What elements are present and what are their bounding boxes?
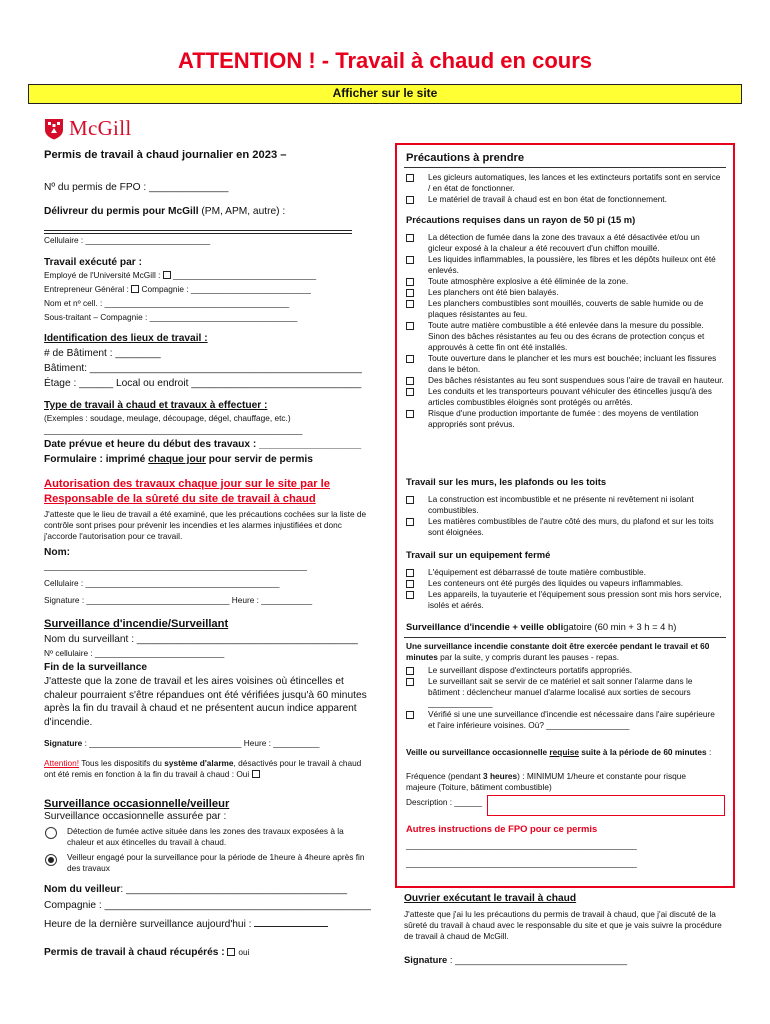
end-watch-title: Fin de la surveillance xyxy=(44,662,148,673)
end-watch-text: J'atteste que la zone de travail et les aires voisines où étincelles et chaleur pourraient s'être répandues ont été vérifiées jusqu'à 60 minutes après la fin du travail à chaud et ne présentent aucun indice apparent d'incendie. xyxy=(44,676,367,728)
radius-precaution-label: Les conduits et les transporteurs pouvant véhiculer des étincelles jusqu'à des articles combustibles éloignés sont protégés ou arrêtés. xyxy=(428,386,712,407)
frequency-text: Fréquence (pendant 3 heures) : MINIMUM 1/heure et constante pour risque majeure (Toiture, bâtiment combustible) xyxy=(406,771,686,792)
closed-equipment-list xyxy=(406,567,724,611)
deliverer-line-2 xyxy=(44,233,352,234)
authorization-cell-field[interactable]: Cellulaire : __________________________________________ xyxy=(44,578,280,588)
radius-precaution-item xyxy=(406,276,724,287)
radius-header: Précautions requises dans un rayon de 50 pi (15 m) xyxy=(406,214,636,225)
fpo-permit-number[interactable]: Nº du permis de FPO : ______________ xyxy=(44,182,229,193)
walls-precaution-label: Les matières combustibles de l'autre côté des murs, du plafond et sur les toits sont éloignées. xyxy=(428,516,714,537)
closed-equipment-precaution-item xyxy=(406,589,724,611)
fire-watch-precaution-checkbox[interactable] xyxy=(406,667,414,675)
work-type-examples: (Exemples : soudage, meulage, découpage, dégel, chauffage, etc.) xyxy=(44,413,291,423)
walls-list xyxy=(406,494,724,538)
precaution-item xyxy=(406,172,724,194)
radius-precaution-checkbox[interactable] xyxy=(406,289,414,297)
page-title: ATTENTION ! - Travail à chaud en cours xyxy=(177,48,592,73)
employee-row: Employé de l'Université McGill : _______________________________ xyxy=(44,270,317,280)
name-cell-field[interactable]: Nom et nº cell. : ________________________________________ xyxy=(44,298,290,308)
radius-precaution-checkbox[interactable] xyxy=(406,234,414,242)
precautions-rule xyxy=(404,167,726,168)
watcher-company-field[interactable]: Compagnie : _______________________________________________ xyxy=(44,900,371,911)
radius-precaution-label: Risque d'une production importante de fumée : des moyens de ventilation appropriés sont prévus. xyxy=(428,408,699,429)
fire-watch-rule xyxy=(404,637,726,638)
fire-watch-precaution-checkbox[interactable] xyxy=(406,711,414,719)
radius-precaution-checkbox[interactable] xyxy=(406,256,414,264)
precautions-list xyxy=(406,172,724,205)
fire-watch-precaution-item xyxy=(406,665,724,676)
radius-precaution-label: Des bâches résistantes au feu sont suspendues sous l'aire de travail en hauteur. xyxy=(428,375,724,385)
authorization-header-line1: Autorisation des travaux chaque jour sur le site par le xyxy=(44,478,330,490)
display-on-site-banner: Afficher sur le site xyxy=(28,84,742,104)
radius-precaution-checkbox[interactable] xyxy=(406,355,414,363)
fire-watch-header: Surveillance d'incendie/Surveillant xyxy=(44,618,229,630)
deliverer-label: Délivreur du permis pour McGill (PM, APM, autre) : xyxy=(44,206,286,217)
fire-watch-precaution-label: Le surveillant dispose d'extincteurs portatifs appropriés. xyxy=(428,665,633,675)
closed-equipment-precaution-label: Les appareils, la tuyauterie et l'équipement sous pression sont mis hors service, isolés et aérés. xyxy=(428,589,722,610)
radius-precaution-item xyxy=(406,298,724,320)
worker-attestation: J'atteste que j'ai lu les précautions du permis de travail à chaud, que j'ai discuté de la sûreté du travail à chaud avec le responsable du site et que je vais suivre la procédure de travail à chaud de McGill. xyxy=(404,909,722,941)
precaution-checkbox[interactable] xyxy=(406,196,414,204)
contractor-checkbox[interactable] xyxy=(131,285,139,293)
radius-precaution-label: Toute autre matière combustible a été enlevée dans la mesure du possible. Sinon des bâches résistantes au feu ou des écrans de protection conçus et approuvés à cette fin ont été installés. xyxy=(428,320,705,352)
occasional-option-1-label: Détection de fumée active située dans les zones des travaux exposées à la chaleur et aux étincelles du travail à chaud. xyxy=(67,826,344,847)
closed-equipment-precaution-checkbox[interactable] xyxy=(406,580,414,588)
alarm-restored-note: Attention! Tous les dispositifs du système d'alarme, désactivés pour le travail à chaud ont été remis en fonction à la fin du travail à chaud : Oui xyxy=(44,758,362,779)
walls-precaution-checkbox[interactable] xyxy=(406,518,414,526)
fire-watch-precaution-label: Le surveillant sait se servir de ce matériel et sait sonner l'alarme dans le bâtiment : déclencheur manuel d'alarme localisé aux sorties de secours ______________ xyxy=(428,676,693,708)
occasional-option-2-radio[interactable] xyxy=(45,854,57,866)
radius-precaution-item xyxy=(406,408,724,430)
other-instructions-line-1[interactable]: __________________________________________________ xyxy=(406,840,637,850)
radius-precaution-label: Les planchers ont été bien balayés. xyxy=(428,287,559,297)
radius-precaution-item xyxy=(406,232,724,254)
occasional-option-2-label: Veilleur engagé pour la surveillance pour la période de 1heure à 4heure après fin des travaux xyxy=(67,852,365,873)
fire-watch-precaution-checkbox[interactable] xyxy=(406,678,414,686)
contractor-row: Entrepreneur Général : Compagnie : __________________________ xyxy=(44,284,311,294)
precaution-checkbox[interactable] xyxy=(406,174,414,182)
floor-location-field[interactable]: Étage : ______ Local ou endroit ______________________________ xyxy=(44,378,362,389)
fire-watch-required-header: Surveillance d'incendie + veille obligatoire (60 min + 3 h = 4 h) xyxy=(406,621,677,632)
last-watch-time-field[interactable]: Heure de la dernière surveillance aujourd'hui : xyxy=(44,918,328,931)
walls-precaution-item xyxy=(406,494,724,516)
walls-precaution-checkbox[interactable] xyxy=(406,496,414,504)
radius-precaution-label: Toute atmosphère explosive a été éliminée de la zone. xyxy=(428,276,629,286)
fire-watch-name-field[interactable]: Nom du surveillant : _______________________________________ xyxy=(44,634,358,645)
radius-precaution-checkbox[interactable] xyxy=(406,322,414,330)
walls-precaution-label: La construction est incombustible et ne présente ni revêtement ni isolant combustibles. xyxy=(428,494,694,515)
radius-precaution-label: La détection de fumée dans la zone des travaux a été désactivée et/ou un gicleur exposé à la chaleur a été recouvert d'un chiffon mouillé. xyxy=(428,232,700,253)
permits-recovered-checkbox[interactable] xyxy=(227,948,235,956)
authorization-signature-field[interactable]: Signature : _______________________________ Heure : ___________ xyxy=(44,595,313,605)
other-instructions-header: Autres instructions de FPO pour ce permis xyxy=(406,823,598,834)
building-number-field[interactable]: # de Bâtiment : ________ xyxy=(44,348,161,359)
precaution-label: Les gicleurs automatiques, les lances et les extincteurs portatifs sont en service / en état de fonctionner. xyxy=(428,172,721,193)
closed-equipment-precaution-label: Les conteneurs ont été purgés des liquides ou vapeurs inflammables. xyxy=(428,578,684,588)
radius-precaution-label: Toute ouverture dans le plancher et les murs est bouchée; incluant les fissures dans le béton. xyxy=(428,353,717,374)
radius-precaution-item xyxy=(406,254,724,276)
closed-equipment-header: Travail sur un equipement fermé xyxy=(406,549,551,560)
authorization-name-label: Nom: xyxy=(44,547,71,558)
occasional-watch-sub: Surveillance occasionnelle assurée par : xyxy=(44,811,227,822)
permits-recovered-row: Permis de travail à chaud récupérés : oui xyxy=(44,947,250,958)
mcgill-logo: McGill xyxy=(44,116,131,141)
fire-watch-rule-text: Une surveillance incendie constante doit être exercée pendant le travail et 60 minutes par la suite, y compris durant les pauses - repas. xyxy=(406,641,710,662)
radius-precaution-item xyxy=(406,353,724,375)
closed-equipment-precaution-item xyxy=(406,578,724,589)
description-label: Description : ______ xyxy=(406,797,483,807)
precaution-label: Le matériel de travail à chaud est en bon état de fonctionnement. xyxy=(428,194,667,204)
location-header: Identification des lieux de travail : xyxy=(44,333,208,344)
fire-watch-cell-field[interactable]: Nº cellulaire : ____________________________ xyxy=(44,648,225,658)
radius-precaution-checkbox[interactable] xyxy=(406,410,414,418)
fire-watch-list xyxy=(406,665,724,731)
fire-watch-precaution-item xyxy=(406,709,724,731)
deliverer-line[interactable] xyxy=(44,230,352,231)
work-by-header: Travail exécuté par : xyxy=(44,257,142,268)
radius-precaution-checkbox[interactable] xyxy=(406,278,414,286)
worker-signature-field[interactable]: Signature : _________________________________ xyxy=(404,954,628,965)
radius-precaution-checkbox[interactable] xyxy=(406,300,414,308)
closed-equipment-precaution-checkbox[interactable] xyxy=(406,591,414,599)
work-type-line[interactable]: ________________________________________________________ xyxy=(44,425,303,435)
fire-watch-precaution-label: Vérifié si une une surveillance d'incendie est nécessaire dans l'aire supérieure et l'aire inférieure voisines. Où? __________________ xyxy=(428,709,715,730)
authorization-header-line2: Responsable de la sûreté du site de travail à chaud xyxy=(44,493,316,505)
mcgill-crest-icon xyxy=(44,118,64,140)
description-input[interactable] xyxy=(487,795,725,816)
precaution-item xyxy=(406,194,724,205)
subcontractor-row[interactable]: Sous-traitant – Compagnie : ________________________________ xyxy=(44,312,298,322)
walls-precaution-item xyxy=(406,516,724,538)
start-date-field[interactable]: Date prévue et heure du début des travaux : __________________ xyxy=(44,439,362,450)
authorization-name-line[interactable]: _________________________________________________________ xyxy=(44,561,308,571)
occasional-watch-rule: Veille ou surveillance occasionnelle requise suite à la période de 60 minutes : xyxy=(406,747,712,757)
fire-watch-precaution-item xyxy=(406,676,724,709)
radius-precaution-item xyxy=(406,386,724,408)
radius-precaution-item xyxy=(406,375,724,386)
permit-title: Permis de travail à chaud journalier en 2023 – xyxy=(44,149,287,161)
authorization-text: J'atteste que le lieu de travail a été examiné, que les précautions cochées sur la liste de contrôle sont prises pour prévenir les incendies et les alarmes injustifiées et donc j'accorde l'autorisation pour ce travail. xyxy=(44,509,367,541)
other-instructions-line-2[interactable]: __________________________________________________ xyxy=(406,858,637,868)
employee-checkbox[interactable] xyxy=(163,271,171,279)
radius-precaution-item xyxy=(406,287,724,298)
radius-precaution-checkbox[interactable] xyxy=(406,388,414,396)
precautions-header: Précautions à prendre xyxy=(406,152,525,164)
walls-header: Travail sur les murs, les plafonds ou les toits xyxy=(406,476,607,487)
radius-precaution-label: Les liquides inflammables, la poussière, les fibres et les dépôts huileux ont été enlevés. xyxy=(428,254,716,275)
alarm-restored-checkbox[interactable] xyxy=(252,770,260,778)
form-note: Formulaire : imprimé chaque jour pour servir de permis xyxy=(44,454,313,465)
occasional-watch-header: Surveillance occasionnelle/veilleur xyxy=(44,798,230,810)
building-field[interactable]: Bâtiment: ________________________________________________ xyxy=(44,363,362,374)
closed-equipment-precaution-label: L'équipement est débarrassé de toute matière combustible. xyxy=(428,567,646,577)
radius-precaution-item xyxy=(406,320,724,353)
cell-field-1[interactable]: Cellulaire : ___________________________ xyxy=(44,235,211,245)
closed-equipment-precaution-checkbox[interactable] xyxy=(406,569,414,577)
radius-precaution-label: Les planchers combustibles sont mouillés, couverts de sable humide ou de plaques résistantes au feu. xyxy=(428,298,704,319)
worker-header: Ouvrier exécutant le travail à chaud xyxy=(404,893,577,904)
watcher-name-field[interactable]: Nom du veilleur: _______________________________________ xyxy=(44,884,348,895)
work-type-header: Type de travail à chaud et travaux à effectuer : xyxy=(44,400,268,411)
closed-equipment-precaution-item xyxy=(406,567,724,578)
radius-list xyxy=(406,232,724,430)
fire-watch-signature-field[interactable]: Signature : _________________________________ Heure : __________ xyxy=(44,738,320,748)
radius-precaution-checkbox[interactable] xyxy=(406,377,414,385)
occasional-option-1-radio[interactable] xyxy=(45,827,57,839)
